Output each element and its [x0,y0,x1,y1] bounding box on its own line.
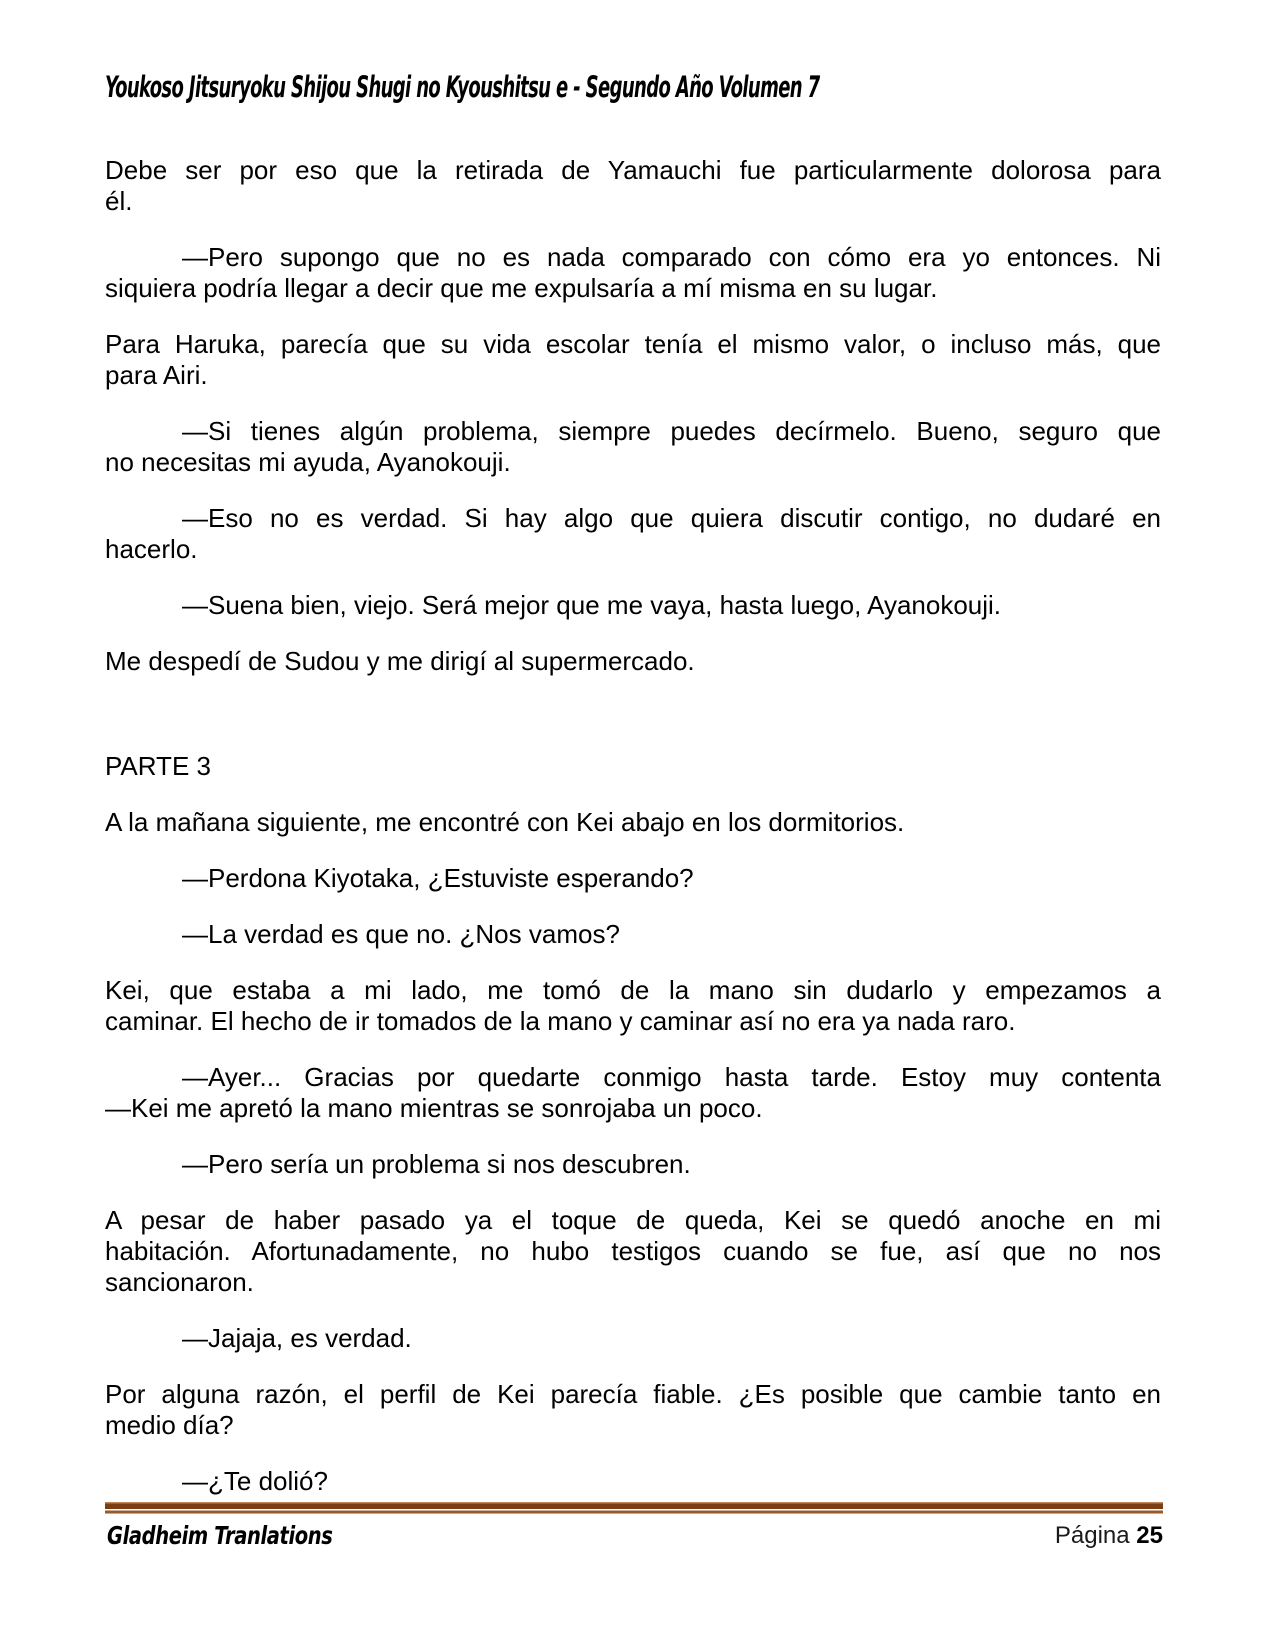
text-line: —Jajaja, es verdad. [182,1323,412,1353]
text-line: —Ayer... Gracias por quedarte conmigo hasta tarde. Estoy muy contenta [182,1062,1161,1092]
body-paragraph [105,1466,1161,1497]
body-paragraph [105,1205,1161,1298]
body-paragraph [105,329,1161,391]
footer-brand: Gladheim Tranlations [107,1521,333,1550]
text-line: Debe ser por eso que la retirada de Yamauchi fue particularmente dolorosa para [105,155,1161,185]
text-line: Por alguna razón, el perfil de Kei parecía fiable. ¿Es posible que cambie tanto en [105,1379,1161,1409]
text-line: —Kei me apretó la mano mientras se sonrojaba un poco. [105,1093,763,1123]
page-number-value: 25 [1136,1522,1163,1549]
body-paragraph [105,1379,1161,1441]
body-paragraph [105,155,1161,217]
text-line: medio día? [105,1410,234,1440]
text-line: PARTE 3 [105,751,211,781]
body-paragraph [105,1062,1161,1124]
page-number [1055,1522,1163,1550]
body-paragraph [105,1149,1161,1180]
body-paragraph [105,242,1161,304]
text-line: él. [105,186,133,216]
body-paragraph [105,919,1161,950]
text-line: —Pero sería un problema si nos descubren. [182,1149,691,1179]
text-line: A pesar de haber pasado ya el toque de queda, Kei se quedó anoche en mi [105,1205,1161,1235]
text-line: —Pero supongo que no es nada comparado con cómo era yo entonces. Ni [182,242,1161,272]
text-line: —La verdad es que no. ¿Nos vamos? [182,919,620,949]
text-line: hacerlo. [105,534,198,564]
body-paragraph [105,416,1161,478]
body-paragraph [105,807,1161,838]
body-paragraph [105,863,1161,894]
text-line: —¿Te dolió? [182,1466,328,1496]
body-paragraph [105,975,1161,1037]
text-line: —Suena bien, viejo. Será mejor que me vaya, hasta luego, Ayanokouji. [182,590,1002,620]
body-paragraph [105,590,1161,621]
text-line: A la mañana siguiente, me encontré con Kei abajo en los dormitorios. [105,807,905,837]
text-line: para Airi. [105,360,208,390]
section-heading [105,751,1161,782]
text-line: —Si tienes algún problema, siempre puedes decírmelo. Bueno, seguro que [182,416,1161,446]
document-body [105,155,1161,1522]
text-line: sancionaron. [105,1267,254,1297]
text-line: no necesitas mi ayuda, Ayanokouji. [105,447,511,477]
text-line: Kei, que estaba a mi lado, me tomó de la mano sin dudarlo y empezamos a [105,975,1161,1005]
header-title: Youkoso Jitsuryoku Shijou Shugi no Kyoushitsu e - Segundo Año Volumen 7 [105,70,820,104]
text-line: —Eso no es verdad. Si hay algo que quiera discutir contigo, no dudaré en [182,503,1161,533]
body-paragraph [105,503,1161,565]
text-line: Me despedí de Sudou y me dirigí al supermercado. [105,646,695,676]
text-line: Para Haruka, parecía que su vida escolar tenía el mismo valor, o incluso más, que [105,329,1161,359]
body-paragraph [105,646,1161,677]
text-line: siquiera podría llegar a decir que me expulsaría a mí misma en su lugar. [105,273,938,303]
text-line: habitación. Afortunadamente, no hubo testigos cuando se fue, así que no nos [105,1236,1161,1266]
text-line: —Perdona Kiyotaka, ¿Estuviste esperando? [182,863,694,893]
text-line: caminar. El hecho de ir tomados de la mano y caminar así no era ya nada raro. [105,1006,1016,1036]
page-number-label: Página [1054,1522,1130,1549]
body-paragraph [105,1323,1161,1354]
footer-rule [105,1502,1163,1514]
